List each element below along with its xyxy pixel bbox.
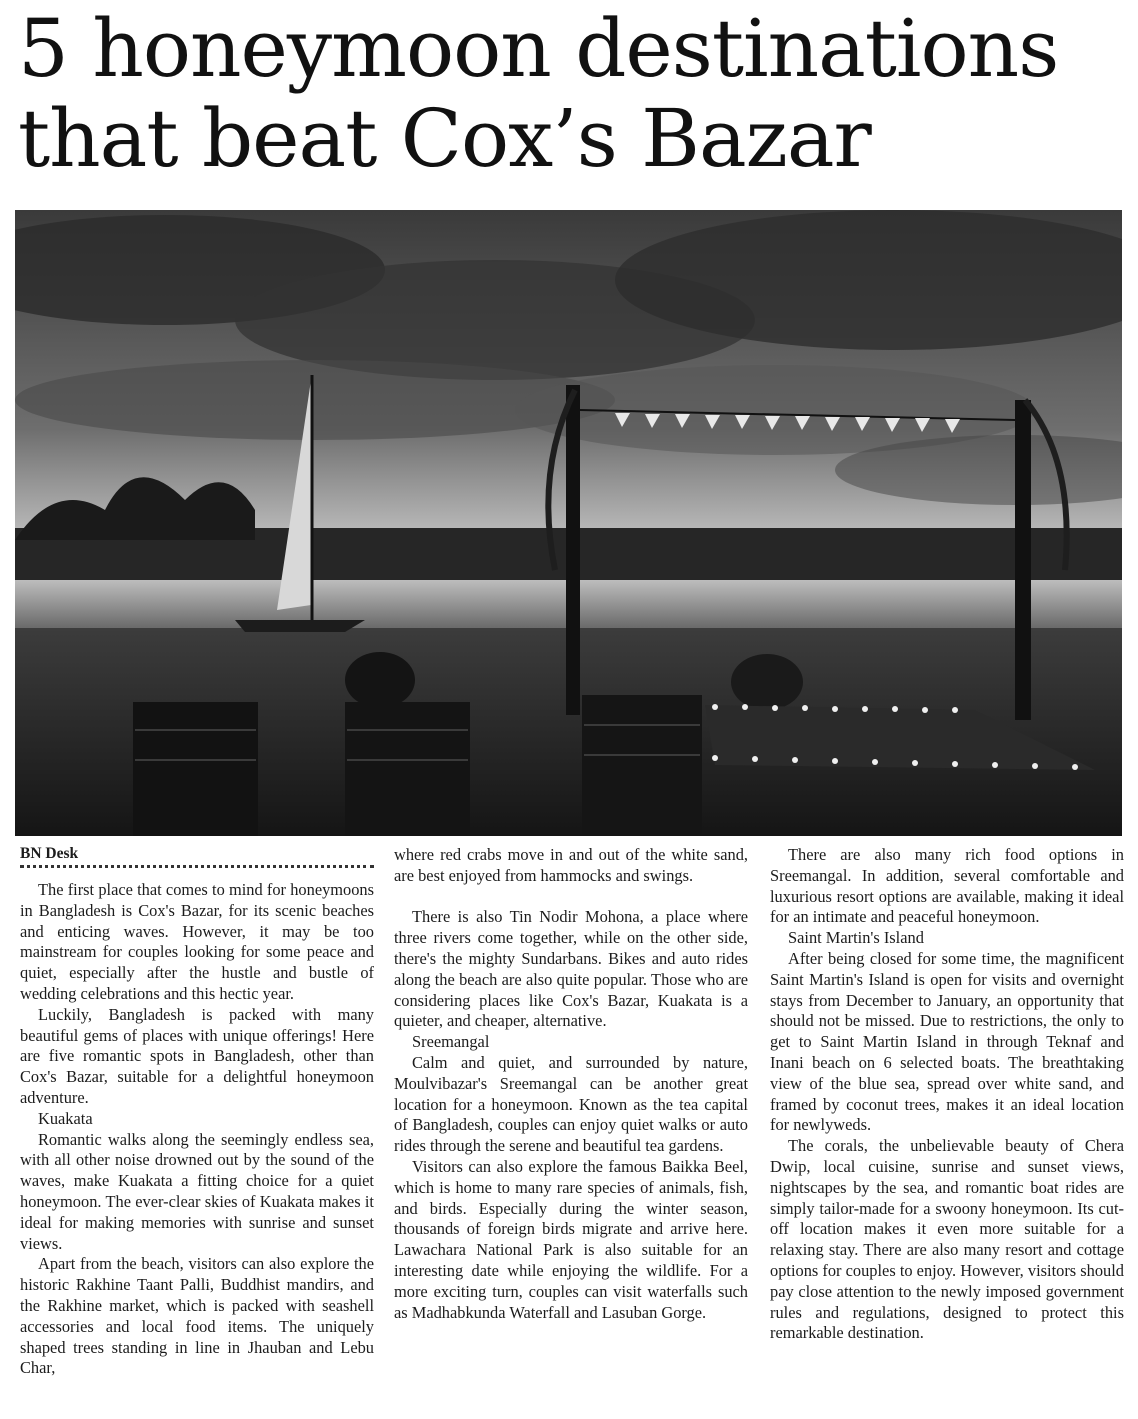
paragraph: There is also Tin Nodir Mohona, a place where three rivers come together, while on the other side, there's the mighty Sundarbans. Bikes and auto rides along the beach are also quite popular. Those who are considering places like Cox's Bazar, Kuakata is a quieter, and cheaper, alternative.	[394, 907, 748, 1031]
headline-line-1: 5 honeymoon destinations	[18, 2, 1059, 95]
paragraph: Luckily, Bangladesh is packed with many beautiful gems of places with unique offerings! Here are five romantic spots in Bangladesh, other than Cox's Bazar, suitable for a delightful honeymoon adventure.	[20, 1004, 374, 1107]
headline	[18, 4, 1128, 184]
article-column-3	[770, 845, 1124, 1344]
byline-dotted-rule	[20, 863, 374, 868]
byline: BN Desk	[20, 845, 79, 862]
subheading-kuakata: Kuakata	[38, 1108, 93, 1128]
paragraph: where red crabs move in and out of the white sand, are best enjoyed from hammocks and swings.	[394, 845, 748, 885]
beach-sunset-photo	[15, 210, 1122, 836]
paragraph: Apart from the beach, visitors can also explore the historic Rakhine Taant Palli, Buddhist mandirs, and the Rakhine market, which is packed with seashell accessories and local food items. The uniquely shaped trees standing in line in Jhauban and Lebu Char,	[20, 1254, 374, 1378]
paragraph: The corals, the unbelievable beauty of Chera Dwip, local cuisine, sunrise and sunset views, nightscapes by the sea, and romantic boat rides are simply tailor-made for a swoony honeymoon. Its cut-off location makes it even more suitable for a relaxing stay. There are also many resort and cottage options for couples to enjoy. However, visitors should pay close attention to the newly imposed government rules and regulations, designed to protect this remarkable destination.	[770, 1136, 1124, 1343]
beach-sunset-image	[15, 210, 1122, 836]
article-column-2	[394, 845, 748, 1323]
paragraph: The first place that comes to mind for honeymoons in Bangladesh is Cox's Bazar, for its scenic beaches and enticing waves. However, it may be too mainstream for couples looking for some peace and quiet, especially after the hustle and bustle of wedding celebrations and this hectic year.	[20, 880, 374, 1003]
paragraph: Visitors can also explore the famous Baikka Beel, which is home to many rare species of animals, fish, and birds. Especially during the winter season, thousands of foreign birds migrate and arrive here. Lawachara National Park is also suitable for an interesting date while enjoying the wildlife. For a more exciting turn, couples can visit waterfalls such as Madhabkunda Waterfall and Lasuban Gorge.	[394, 1156, 748, 1322]
paragraph: Calm and quiet, and surrounded by nature, Moulvibazar's Sreemangal can be another great location for a honeymoon. Known as the tea capital of Bangladesh, couples can enjoy quiet walks or auto rides through the serene and beautiful tea gardens.	[394, 1052, 748, 1156]
paragraph: There are also many rich food options in Sreemangal. In addition, several comfortable and luxurious resort options are available, making it ideal for an intimate and peaceful honeymoon.	[770, 845, 1124, 927]
paragraph: After being closed for some time, the magnificent Saint Martin's Island is open for visits and overnight stays from December to January, an opportunity that should not be missed. Due to restrictions, the only to get to Saint Martin Island in through Teknaf and Inani beach on 6 selected boats. The breathtaking view of the blue sea, spread over white sand, and framed by coconut trees, makes it an ideal location for newlyweds.	[770, 948, 1124, 1135]
paragraph: Romantic walks along the seemingly endless sea, with all other noise drowned out by the sound of the waves, make Kuakata a fitting choice for a quiet honeymoon. The ever-clear skies of Kuakata makes it ideal for making memories with sunrise and sunset views.	[20, 1129, 374, 1253]
headline-line-2: that beat Cox’s Bazar	[18, 92, 871, 185]
subheading-sreemangal: Sreemangal	[412, 1032, 490, 1052]
subheading-saint-martins-island: Saint Martin's Island	[788, 928, 924, 948]
article-column-1	[20, 845, 374, 1379]
